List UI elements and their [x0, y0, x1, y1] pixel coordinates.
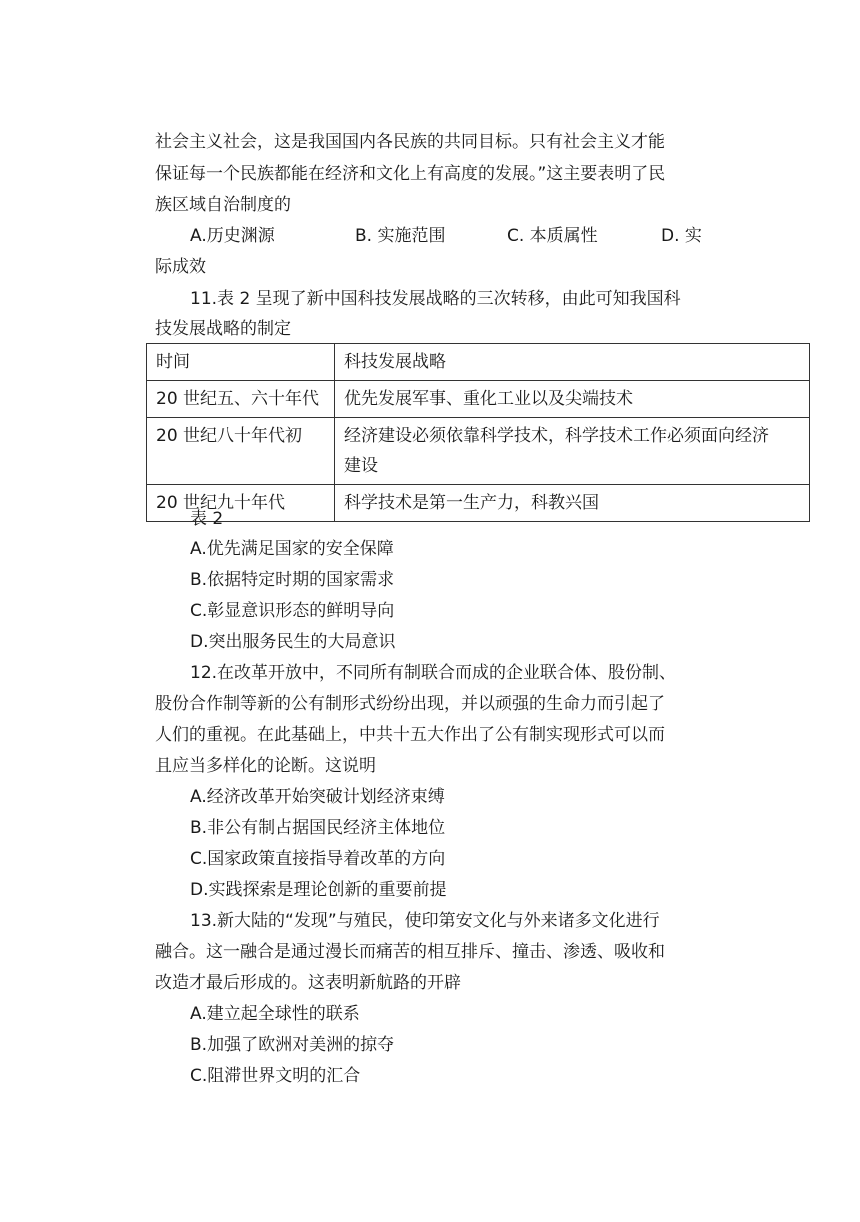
q12-option-c: C.国家政策直接指导着改革的方向 — [190, 849, 446, 869]
q12-line-1: 12.在改革开放中，不同所有制联合而成的企业联合体、股份制、 — [190, 663, 677, 683]
q11-option-a: A.优先满足国家的安全保障 — [190, 539, 394, 559]
strategy-text-line-2: 建设 — [344, 456, 378, 476]
q10-line-3: 族区域自治制度的 — [155, 195, 291, 215]
table-row — [147, 485, 810, 522]
table-caption: 表 2 — [190, 509, 224, 529]
table-cell-time: 20 世纪五、六十年代 — [147, 381, 335, 418]
q11-option-b: B.依据特定时期的国家需求 — [190, 570, 395, 590]
table-cell-time: 20 世纪八十年代初 — [147, 418, 335, 485]
strategy-table — [146, 343, 810, 522]
table-cell-strategy — [335, 418, 810, 485]
table-cell-time: 20 世纪九十年代 — [147, 485, 335, 522]
q12-option-d: D.实践探索是理论创新的重要前提 — [190, 880, 447, 900]
q13-option-a: A.建立起全球性的联系 — [190, 1004, 360, 1024]
table-row — [147, 381, 810, 418]
q13-line-3: 改造才最后形成的。这表明新航路的开辟 — [155, 973, 461, 993]
strategy-text-line-1: 经济建设必须依靠科学技术，科学技术工作必须面向经济 — [344, 426, 769, 446]
q10-line-2: 保证每一个民族都能在经济和文化上有高度的发展。”这主要表明了民 — [155, 164, 666, 184]
q12-line-4: 且应当多样化的论断。这说明 — [155, 756, 376, 776]
q11-option-d: D.突出服务民生的大局意识 — [190, 632, 396, 652]
q12-line-2: 股份合作制等新的公有制形式纷纷出现，并以顽强的生命力而引起了 — [155, 694, 665, 714]
q10-option-c: C. 本质属性 — [507, 226, 598, 246]
q13-line-2: 融合。这一融合是通过漫长而痛苦的相互排斥、撞击、渗透、吸收和 — [155, 942, 665, 962]
table-row — [147, 418, 810, 485]
q11-option-c: C.彰显意识形态的鲜明导向 — [190, 601, 395, 621]
table-header-strategy: 科技发展战略 — [335, 344, 810, 381]
q13-option-b: B.加强了欧洲对美洲的掠夺 — [190, 1035, 395, 1055]
table-header-time: 时间 — [147, 344, 335, 381]
table-cell-strategy: 科学技术是第一生产力，科教兴国 — [335, 485, 810, 522]
q13-line-1: 13.新大陆的“发现”与殖民，使印第安文化与外来诸多文化进行 — [190, 911, 660, 931]
q13-option-c: C.阻滞世界文明的汇合 — [190, 1066, 361, 1086]
q10-option-a: A.历史渊源 — [190, 226, 275, 246]
q12-line-3: 人们的重视。在此基础上，中共十五大作出了公有制实现形式可以而 — [155, 725, 665, 745]
q10-line-1: 社会主义社会，这是我国国内各民族的共同目标。只有社会主义才能 — [155, 132, 665, 152]
q11-line-2: 技发展战略的制定 — [155, 319, 291, 339]
table-header-row — [147, 344, 810, 381]
q10-options — [190, 225, 710, 247]
q10-option-b: B. 实施范围 — [355, 226, 446, 246]
q11-line-1: 11.表 2 呈现了新中国科技发展战略的三次转移，由此可知我国科 — [190, 289, 681, 309]
q10-option-d-wrap: 际成效 — [155, 257, 206, 277]
q12-option-b: B.非公有制占据国民经济主体地位 — [190, 818, 446, 838]
q10-option-d: D. 实 — [661, 226, 702, 246]
q12-option-a: A.经济改革开始突破计划经济束缚 — [190, 787, 445, 807]
table-cell-strategy: 优先发展军事、重化工业以及尖端技术 — [335, 381, 810, 418]
